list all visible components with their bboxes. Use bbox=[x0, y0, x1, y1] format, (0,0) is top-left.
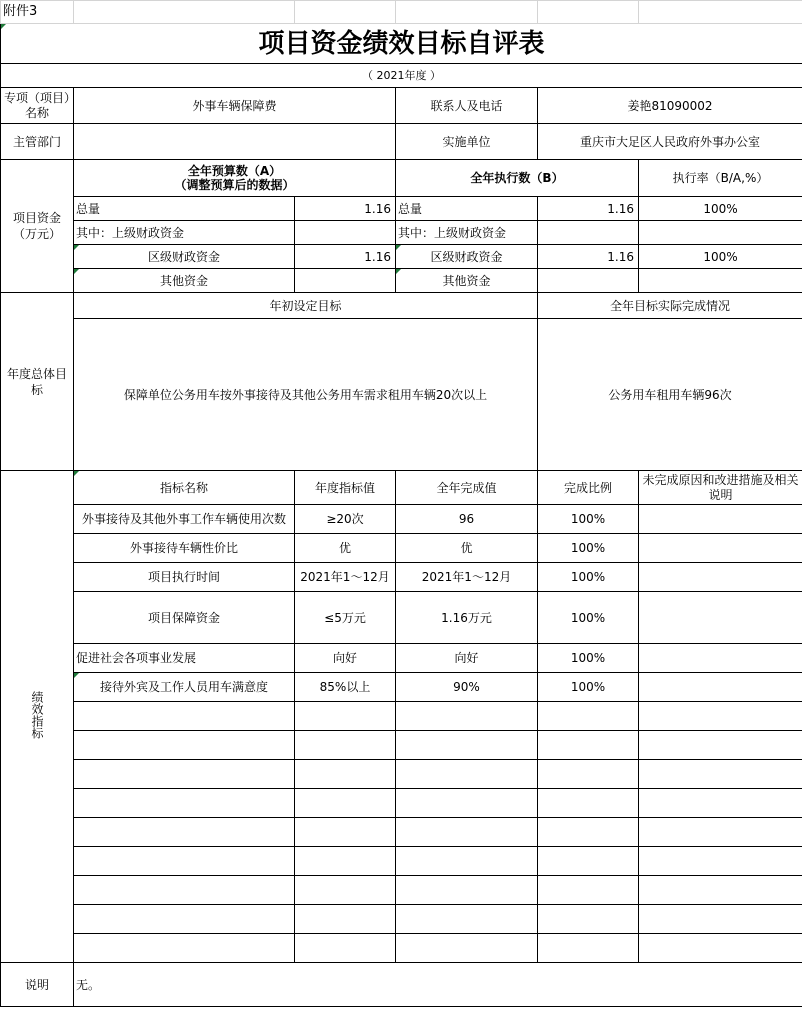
perf-row-target: 85%以上 bbox=[295, 673, 396, 702]
perf-row-name: 促进社会各项事业发展 bbox=[74, 644, 295, 673]
fund-row-exec-name: 其他资金 bbox=[396, 269, 538, 293]
annual-goal-label: 年度总体目标 bbox=[1, 293, 74, 471]
perf-row-name: 外事接待及其他外事工作车辆使用次数 bbox=[74, 505, 295, 534]
fund-row-name: 区级财政资金 bbox=[74, 245, 295, 269]
perf-row-actual: 向好 bbox=[396, 644, 538, 673]
annual-done-text: 公务用车租用车辆96次 bbox=[538, 319, 802, 471]
perf-row-name: 接待外宾及工作人员用车满意度 bbox=[74, 673, 295, 702]
perf-row-note bbox=[639, 673, 802, 702]
project-name-value: 外事车辆保障费 bbox=[74, 88, 396, 124]
perf-row-name: 项目执行时间 bbox=[74, 563, 295, 592]
perf-empty-row bbox=[1, 905, 802, 934]
perf-row-target: 2021年1～12月 bbox=[295, 563, 396, 592]
perf-header-actual: 全年完成值 bbox=[396, 471, 538, 505]
note-value: 无。 bbox=[74, 963, 802, 1007]
fund-row-rate bbox=[639, 221, 802, 245]
dept-label: 主管部门 bbox=[1, 124, 74, 160]
perf-empty-row bbox=[1, 847, 802, 876]
perf-empty-row bbox=[1, 702, 802, 731]
contact-label: 联系人及电话 bbox=[396, 88, 538, 124]
fund-row-rate: 100% bbox=[639, 245, 802, 269]
perf-row-ratio: 100% bbox=[538, 534, 639, 563]
fund-row-exec-name: 其中：上级财政资金 bbox=[396, 221, 538, 245]
budget-header-line1: 全年预算数（A） bbox=[187, 164, 282, 178]
year-label: （ 2021年度 ） bbox=[1, 64, 802, 88]
perf-empty-row bbox=[1, 760, 802, 789]
note-label: 说明 bbox=[1, 963, 74, 1007]
fund-row-exec: 1.16 bbox=[538, 245, 639, 269]
fund-row-exec: 1.16 bbox=[538, 197, 639, 221]
fund-row-budget: 1.16 bbox=[295, 245, 396, 269]
perf-header-ratio: 完成比例 bbox=[538, 471, 639, 505]
perf-row-ratio: 100% bbox=[538, 563, 639, 592]
perf-row-actual: 优 bbox=[396, 534, 538, 563]
page-title: 项目资金绩效目标自评表 bbox=[1, 24, 802, 64]
fund-row-exec-name: 总量 bbox=[396, 197, 538, 221]
perf-empty-row bbox=[1, 731, 802, 760]
perf-row-note bbox=[639, 563, 802, 592]
fund-row-rate bbox=[639, 269, 802, 293]
perf-row-actual: 96 bbox=[396, 505, 538, 534]
rate-header: 执行率（B/A,%） bbox=[639, 160, 802, 197]
fund-row-name: 其他资金 bbox=[74, 269, 295, 293]
annual-set-text: 保障单位公务用车按外事接待及其他公务用车需求租用车辆20次以上 bbox=[74, 319, 538, 471]
annual-set-header: 年初设定目标 bbox=[74, 293, 538, 319]
perf-row-note bbox=[639, 505, 802, 534]
impl-unit-value: 重庆市大足区人民政府外事办公室 bbox=[538, 124, 802, 160]
perf-row-ratio: 100% bbox=[538, 673, 639, 702]
perf-empty-row bbox=[1, 934, 802, 963]
perf-label-text: 绩效指标 bbox=[30, 691, 44, 739]
fund-row-budget bbox=[295, 269, 396, 293]
fund-row-budget: 1.16 bbox=[295, 197, 396, 221]
perf-row-target: 向好 bbox=[295, 644, 396, 673]
perf-row-note bbox=[639, 592, 802, 644]
perf-empty-row bbox=[1, 818, 802, 847]
fund-row-exec-name: 区级财政资金 bbox=[396, 245, 538, 269]
dept-value bbox=[74, 124, 396, 160]
perf-row-ratio: 100% bbox=[538, 592, 639, 644]
perf-row-actual: 90% bbox=[396, 673, 538, 702]
perf-row-target: ≤5万元 bbox=[295, 592, 396, 644]
fund-row-name: 总量 bbox=[74, 197, 295, 221]
perf-row-ratio: 100% bbox=[538, 644, 639, 673]
budget-header-line2: （调整预算后的数据） bbox=[174, 178, 295, 192]
perf-header-target: 年度指标值 bbox=[295, 471, 396, 505]
project-name-label: 专项（项目）名称 bbox=[1, 88, 74, 124]
impl-unit-label: 实施单位 bbox=[396, 124, 538, 160]
perf-empty-row bbox=[1, 876, 802, 905]
perf-row-actual: 1.16万元 bbox=[396, 592, 538, 644]
perf-row-actual: 2021年1～12月 bbox=[396, 563, 538, 592]
perf-row-name: 项目保障资金 bbox=[74, 592, 295, 644]
perf-row-ratio: 100% bbox=[538, 505, 639, 534]
fund-row-exec bbox=[538, 221, 639, 245]
funds-label: 项目资金（万元） bbox=[1, 160, 74, 293]
perf-header-name: 指标名称 bbox=[74, 471, 295, 505]
perf-label bbox=[1, 471, 74, 963]
perf-row-target: 优 bbox=[295, 534, 396, 563]
perf-header-note: 未完成原因和改进措施及相关说明 bbox=[639, 471, 802, 505]
perf-row-target: ≥20次 bbox=[295, 505, 396, 534]
contact-value: 姜艳81090002 bbox=[538, 88, 802, 124]
annual-done-header: 全年目标实际完成情况 bbox=[538, 293, 802, 319]
perf-row-note bbox=[639, 644, 802, 673]
fund-row-budget bbox=[295, 221, 396, 245]
perf-empty-row bbox=[1, 789, 802, 818]
budget-header bbox=[74, 160, 396, 197]
fund-row-rate: 100% bbox=[639, 197, 802, 221]
perf-row-note bbox=[639, 534, 802, 563]
perf-row-name: 外事接待车辆性价比 bbox=[74, 534, 295, 563]
fund-row-name: 其中：上级财政资金 bbox=[74, 221, 295, 245]
fund-row-exec bbox=[538, 269, 639, 293]
exec-header: 全年执行数（B） bbox=[396, 160, 639, 197]
attachment-label: 附件3 bbox=[1, 1, 74, 24]
